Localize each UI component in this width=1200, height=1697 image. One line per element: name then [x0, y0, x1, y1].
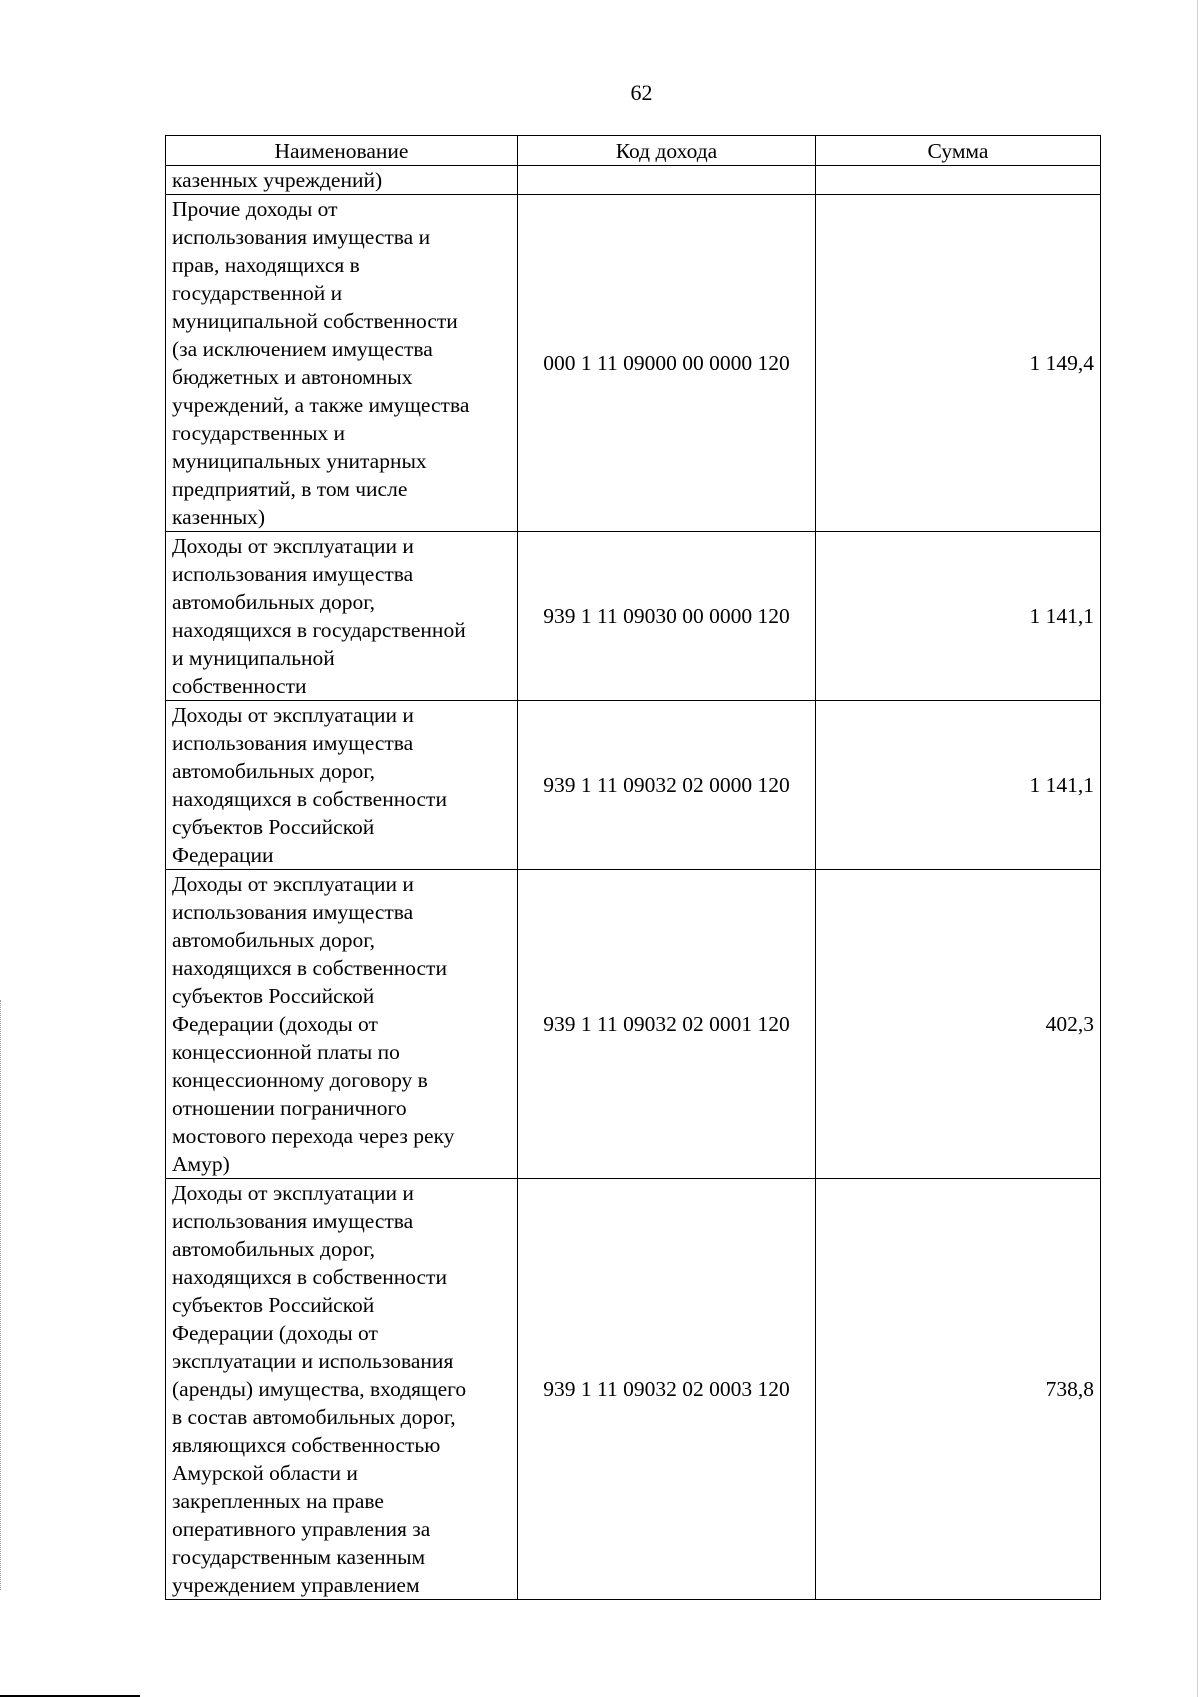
income-name-line: собственности [172, 674, 307, 698]
header-code: Код дохода [518, 136, 816, 166]
income-name-line: использования имущества [172, 731, 414, 755]
header-name: Наименование [166, 136, 518, 166]
income-name-line: учреждением управлением [172, 1573, 420, 1597]
income-name-cell [166, 701, 518, 870]
income-name-line: использования имущества [172, 562, 414, 586]
income-name-line: государственной и [172, 281, 343, 305]
income-name-line: автомобильных дорог, [172, 759, 375, 783]
income-name-line: автомобильных дорог, [172, 928, 375, 952]
income-name-line: государственным казенным [172, 1545, 426, 1569]
table-row [166, 870, 1101, 1179]
income-name-line: Амур) [172, 1152, 230, 1176]
table-row [166, 166, 1101, 195]
income-name-line: и муниципальной [172, 646, 335, 670]
income-name-line: автомобильных дорог, [172, 1237, 375, 1261]
income-table [165, 135, 1101, 1600]
income-name-line: Доходы от эксплуатации и [172, 1181, 414, 1205]
income-name-cell [166, 1179, 518, 1600]
header-sum: Сумма [816, 136, 1101, 166]
income-name-line: находящихся в государственной [172, 618, 466, 642]
income-sum-cell: 1 141,1 [816, 532, 1101, 701]
income-sum-cell [816, 166, 1101, 195]
income-name-line: бюджетных и автономных [172, 365, 413, 389]
income-name-line: концессионному договору в [172, 1068, 428, 1092]
scan-edge-mark [0, 1000, 3, 1590]
income-name-line: Доходы от эксплуатации и [172, 872, 414, 896]
income-sum-cell: 1 141,1 [816, 701, 1101, 870]
income-name-line: мостового перехода через реку [172, 1124, 455, 1148]
income-name-line: (аренды) имущества, входящего [172, 1377, 467, 1401]
income-name-line: оперативного управления за [172, 1517, 431, 1541]
income-name-line: Доходы от эксплуатации и [172, 534, 414, 558]
income-name-line: Доходы от эксплуатации и [172, 703, 414, 727]
income-code-cell: 939 1 11 09030 00 0000 120 [518, 532, 816, 701]
income-name-line: отношении пограничного [172, 1096, 407, 1120]
income-name-cell [166, 870, 518, 1179]
table-row [166, 532, 1101, 701]
income-name-cell [166, 166, 518, 195]
income-name-line: эксплуатации и использования [172, 1349, 454, 1373]
income-name-line: находящихся в собственности [172, 787, 447, 811]
income-name-line: закрепленных на праве [172, 1489, 384, 1513]
table-header-row [166, 136, 1101, 166]
income-sum-cell: 402,3 [816, 870, 1101, 1179]
income-code-cell: 000 1 11 09000 00 0000 120 [518, 195, 816, 532]
income-name-cell [166, 195, 518, 532]
income-sum-cell: 1 149,4 [816, 195, 1101, 532]
income-name-line: муниципальных унитарных [172, 449, 427, 473]
income-name-line: субъектов Российской [172, 1293, 375, 1317]
income-name-cell [166, 532, 518, 701]
income-name-line: являющихся собственностью [172, 1433, 441, 1457]
income-name-line: муниципальной собственности [172, 309, 458, 333]
table-row [166, 1179, 1101, 1600]
income-name-line: автомобильных дорог, [172, 590, 375, 614]
income-code-cell: 939 1 11 09032 02 0000 120 [518, 701, 816, 870]
income-name-line: Федерации (доходы от [172, 1321, 378, 1345]
income-name-line: (за исключением имущества [172, 337, 433, 361]
income-name-line: в состав автомобильных дорог, [172, 1405, 456, 1429]
income-name-line: предприятий, в том числе [172, 477, 408, 501]
scan-edge-mark [1195, 0, 1198, 1697]
page-number: 62 [630, 80, 653, 105]
income-code-cell: 939 1 11 09032 02 0003 120 [518, 1179, 816, 1600]
income-name-line: находящихся в собственности [172, 1265, 447, 1289]
income-name-line: государственных и [172, 421, 346, 445]
income-name-line: концессионной платы по [172, 1040, 400, 1064]
income-name-line: казенных) [172, 505, 266, 529]
income-name-line: использования имущества [172, 1209, 414, 1233]
income-name-line: находящихся в собственности [172, 956, 447, 980]
income-name-line: Федерации [172, 843, 274, 867]
income-name-line: Амурской области и [172, 1461, 358, 1485]
income-name-line: субъектов Российской [172, 815, 375, 839]
income-name-line: использования имущества [172, 900, 414, 924]
table-row [166, 195, 1101, 532]
table-body [166, 166, 1101, 1600]
income-name-line: субъектов Российской [172, 984, 375, 1008]
income-code-cell [518, 166, 816, 195]
income-sum-cell: 738,8 [816, 1179, 1101, 1600]
income-name-line: казенных учреждений) [172, 168, 383, 192]
income-code-cell: 939 1 11 09032 02 0001 120 [518, 870, 816, 1179]
income-name-line: использования имущества и [172, 225, 431, 249]
table-row [166, 701, 1101, 870]
income-name-line: прав, находящихся в [172, 253, 360, 277]
income-name-line: Федерации (доходы от [172, 1012, 378, 1036]
income-name-line: Прочие доходы от [172, 197, 338, 221]
income-name-line: учреждений, а также имущества [172, 393, 470, 417]
